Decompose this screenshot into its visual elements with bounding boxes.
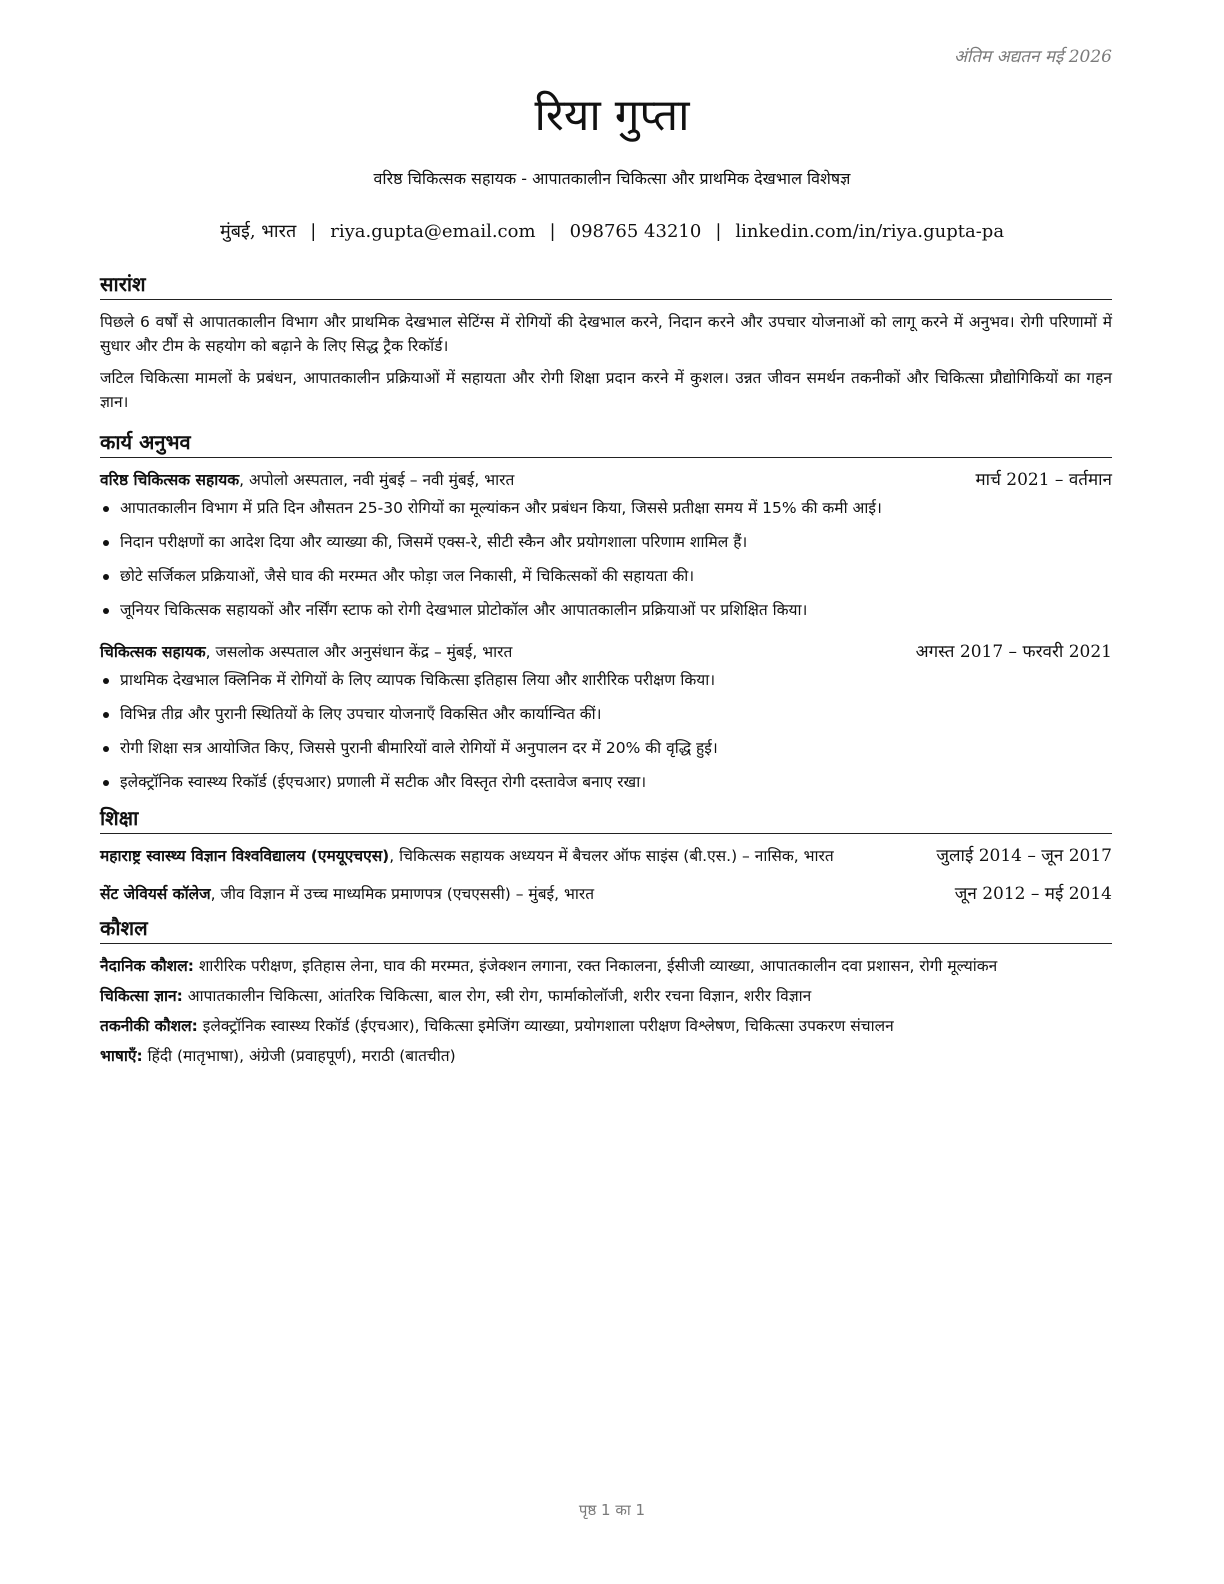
job-bullets: [100, 496, 1112, 622]
skill-text: आपातकालीन चिकित्सा, आंतरिक चिकित्सा, बाल रोग, स्त्री रोग, फार्माकोलॉजी, शरीर रचना विज्ञान, शरीर विज्ञान: [182, 987, 812, 1005]
job-org: , अपोलो अस्पताल, नवी मुंबई – नवी मुंबई, भारत: [239, 471, 515, 489]
education-dates: जुलाई 2014 – जून 2017: [936, 846, 1112, 866]
contact-linkedin[interactable]: linkedin.com/in/riya.gupta-pa: [735, 221, 1005, 242]
job-entry: [100, 468, 1112, 622]
job-role: वरिष्ठ चिकित्सक सहायक: [100, 471, 240, 489]
skill-text: इलेक्ट्रॉनिक स्वास्थ्य रिकॉर्ड (ईएचआर), चिकित्सा इमेजिंग व्याख्या, प्रयोगशाला परीक्षण विश्लेषण, चिकित्सा उपकरण संचालन: [197, 1017, 894, 1035]
contact-separator: |: [715, 221, 722, 242]
skill-text: शारीरिक परीक्षण, इतिहास लेना, घाव की मरम्मत, इंजेक्शन लगाना, रक्त निकालना, ईसीजी व्याख्या, आपातकालीन दवा प्रशासन, रोगी मूल्यांकन: [193, 957, 998, 975]
education-entry: [100, 882, 1112, 906]
section-title-experience: कार्य अनुभव: [100, 428, 1112, 458]
job-org: , जसलोक अस्पताल और अनुसंधान केंद्र – मुंबई, भारत: [205, 643, 513, 661]
job-dates: अगस्त 2017 – फरवरी 2021: [915, 642, 1112, 662]
job-bullet: छोटे सर्जिकल प्रक्रियाओं, जैसे घाव की मरम्मत और फोड़ा जल निकासी, में चिकित्सकों की सहायता की।: [120, 564, 1112, 588]
job-bullets: [100, 668, 1112, 794]
contact-phone: 098765 43210: [569, 221, 702, 242]
education-dates: जून 2012 – मई 2014: [954, 884, 1112, 904]
education-institution: महाराष्ट्र स्वास्थ्य विज्ञान विश्वविद्यालय (एमयूएचएस): [100, 847, 390, 865]
skill-line: [100, 1014, 1112, 1038]
section-title-skills: कौशल: [100, 914, 1112, 944]
job-bullet: जूनियर चिकित्सक सहायकों और नर्सिंग स्टाफ को रोगी देखभाल प्रोटोकॉल और आपातकालीन प्रक्रियाओं पर प्रशिक्षित किया।: [120, 598, 1112, 622]
section-title-education: शिक्षा: [100, 804, 1112, 834]
page-number: पृष्ठ 1 का 1: [578, 1501, 646, 1519]
candidate-name: रिया गुप्ता: [534, 90, 690, 141]
education-detail: , जीव विज्ञान में उच्च माध्यमिक प्रमाणपत्र (एचएससी) – मुंबई, भारत: [210, 885, 595, 903]
job-dates: मार्च 2021 – वर्तमान: [975, 470, 1112, 490]
skill-line: [100, 984, 1112, 1008]
skill-line: [100, 954, 1112, 978]
contact-location: मुंबई, भारत: [219, 221, 297, 242]
summary-paragraph: जटिल चिकित्सा मामलों के प्रबंधन, आपातकालीन प्रक्रियाओं में सहायता और रोगी शिक्षा प्रदान करने में कुशल। उन्नत जीवन समर्थन तकनीकों और चिकित्सा प्रौद्योगिकियों का गहन ज्ञान।: [100, 369, 1112, 411]
skill-label: तकनीकी कौशल:: [100, 1017, 198, 1035]
skill-text: हिंदी (मातृभाषा), अंग्रेजी (प्रवाहपूर्ण), मराठी (बातचीत): [142, 1047, 456, 1065]
job-bullet: निदान परीक्षणों का आदेश दिया और व्याख्या की, जिसमें एक्स-रे, सीटी स्कैन और प्रयोगशाला परिणाम शामिल हैं।: [120, 530, 1112, 554]
contact-line: [0, 219, 1224, 245]
job-bullet: रोगी शिक्षा सत्र आयोजित किए, जिससे पुरानी बीमारियों वाले रोगियों में अनुपालन दर में 20% की वृद्धि हुई।: [120, 736, 1112, 760]
contact-separator: |: [549, 221, 556, 242]
skill-label: नैदानिक कौशल:: [100, 957, 194, 975]
contact-separator: |: [310, 221, 317, 242]
job-bullet: प्राथमिक देखभाल क्लिनिक में रोगियों के लिए व्यापक चिकित्सा इतिहास लिया और शारीरिक परीक्षण किया।: [120, 668, 1112, 692]
contact-email[interactable]: riya.gupta@email.com: [330, 221, 536, 242]
skill-label: चिकित्सा ज्ञान:: [100, 987, 183, 1005]
skill-line: [100, 1044, 1112, 1068]
job-header: [100, 468, 1112, 492]
education-entry: [100, 844, 1112, 868]
job-header: [100, 640, 1112, 664]
education-institution: सेंट जेवियर्स कॉलेज: [100, 885, 211, 903]
job-entry: [100, 640, 1112, 794]
job-bullet: आपातकालीन विभाग में प्रति दिन औसतन 25-30 रोगियों का मूल्यांकन और प्रबंधन किया, जिससे प्रतीक्षा समय में 15% की कमी आई।: [120, 496, 1112, 520]
section-title-summary: सारांश: [100, 270, 1112, 300]
job-bullet: इलेक्ट्रॉनिक स्वास्थ्य रिकॉर्ड (ईएचआर) प्रणाली में सटीक और विस्तृत रोगी दस्तावेज बनाए रखा।: [120, 770, 1112, 794]
last-updated: अंतिम अद्यतन मई 2026: [953, 47, 1112, 67]
resume-body: [100, 270, 1112, 1074]
summary-paragraph: पिछले 6 वर्षों से आपातकालीन विभाग और प्राथमिक देखभाल सेटिंग्स में रोगियों की देखभाल करने, निदान करने और उपचार योजनाओं को लागू करने में अनुभव। रोगी परिणामों में सुधार और टीम के सहयोग को बढ़ाने के लिए सिद्ध ट्रैक रिकॉर्ड।: [100, 313, 1112, 355]
skill-label: भाषाएँ:: [100, 1047, 143, 1065]
tagline: वरिष्ठ चिकित्सक सहायक - आपातकालीन चिकित्सा और प्राथमिक देखभाल विशेषज्ञ: [373, 169, 851, 188]
education-detail: , चिकित्सक सहायक अध्ययन में बैचलर ऑफ साइंस (बी.एस.) – नासिक, भारत: [389, 847, 834, 865]
job-bullet: विभिन्न तीव्र और पुरानी स्थितियों के लिए उपचार योजनाएँ विकसित और कार्यान्वित कीं।: [120, 702, 1112, 726]
job-role: चिकित्सक सहायक: [100, 643, 206, 661]
